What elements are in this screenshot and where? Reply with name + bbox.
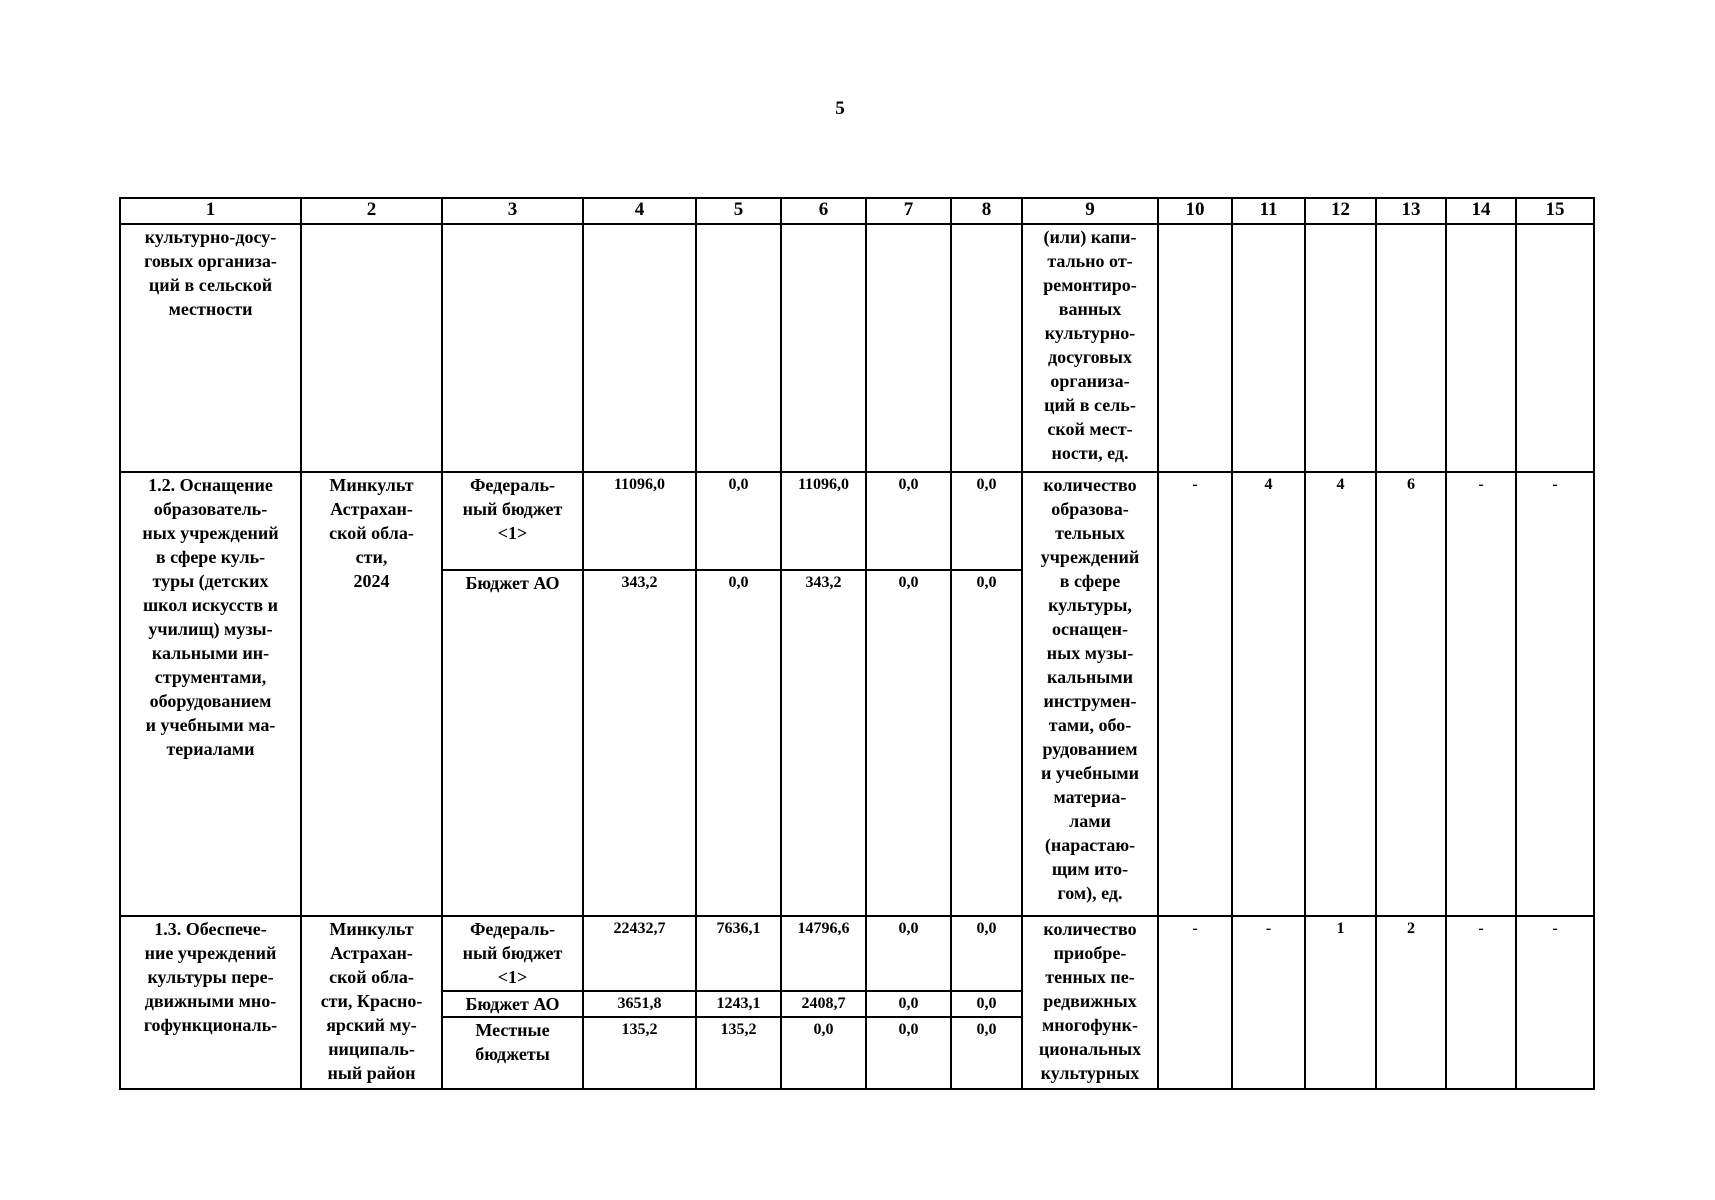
target-cell bbox=[1158, 224, 1232, 472]
indicator-cell: (или) капи- тально от- ремонтиро- ванных культурно- досуговых организа- ций в сель- ской мест- ности, ед. bbox=[1022, 224, 1158, 472]
value-cell bbox=[583, 224, 696, 472]
value-cell: 0,0 bbox=[866, 472, 951, 570]
header-col-5: 5 bbox=[696, 198, 781, 224]
value-cell: 7636,1 bbox=[696, 916, 781, 991]
target-cell: 4 bbox=[1232, 472, 1305, 916]
value-cell: 0,0 bbox=[781, 1017, 866, 1089]
header-col-14: 14 bbox=[1446, 198, 1516, 224]
target-cell: - bbox=[1516, 916, 1594, 1089]
value-cell: 3651,8 bbox=[583, 991, 696, 1017]
target-cell bbox=[1376, 224, 1446, 472]
value-cell: 14796,6 bbox=[781, 916, 866, 991]
source-cell: Бюджет АО bbox=[442, 570, 583, 916]
value-cell: 0,0 bbox=[951, 1017, 1022, 1089]
executor-cell: Минкульт Астрахан- ской обла- сти, Красно- ярский му- ниципаль- ный район bbox=[301, 916, 442, 1089]
value-cell: 0,0 bbox=[696, 472, 781, 570]
source-cell: Федераль- ный бюджет <1> bbox=[442, 916, 583, 991]
header-col-9: 9 bbox=[1022, 198, 1158, 224]
indicator-cell: количество образова- тельных учреждений в сфере культуры, оснащен- ных музы- кальными инструмен- тами, обо- рудованием и учебными материа- лами (нарастаю- щим ито- гом), ед. bbox=[1022, 472, 1158, 916]
value-cell: 22432,7 bbox=[583, 916, 696, 991]
header-col-8: 8 bbox=[951, 198, 1022, 224]
value-cell: 0,0 bbox=[951, 916, 1022, 991]
event-name-cell: 1.3. Обеспече- ние учреждений культуры пере- движными мно- гофункциональ- bbox=[120, 916, 301, 1089]
target-cell: - bbox=[1516, 472, 1594, 916]
source-cell: Федераль- ный бюджет <1> bbox=[442, 472, 583, 570]
value-cell: 0,0 bbox=[866, 991, 951, 1017]
indicator-cell: количество приобре- тенных пе- редвижных многофунк- циональных культурных bbox=[1022, 916, 1158, 1089]
value-cell bbox=[951, 224, 1022, 472]
table-row bbox=[120, 916, 1594, 991]
value-cell: 0,0 bbox=[951, 570, 1022, 916]
table-row bbox=[120, 472, 1594, 570]
value-cell: 135,2 bbox=[583, 1017, 696, 1089]
header-col-6: 6 bbox=[781, 198, 866, 224]
event-name-cell: культурно-досу- говых организа- ций в сельской местности bbox=[120, 224, 301, 472]
target-cell: - bbox=[1446, 472, 1516, 916]
header-col-11: 11 bbox=[1232, 198, 1305, 224]
value-cell bbox=[866, 224, 951, 472]
value-cell bbox=[781, 224, 866, 472]
header-col-12: 12 bbox=[1305, 198, 1376, 224]
target-cell bbox=[1232, 224, 1305, 472]
header-col-15: 15 bbox=[1516, 198, 1594, 224]
header-row bbox=[120, 198, 1594, 224]
source-cell: Бюджет АО bbox=[442, 991, 583, 1017]
header-col-3: 3 bbox=[442, 198, 583, 224]
target-cell: 2 bbox=[1376, 916, 1446, 1089]
value-cell: 0,0 bbox=[866, 570, 951, 916]
value-cell: 11096,0 bbox=[583, 472, 696, 570]
source-cell bbox=[442, 224, 583, 472]
target-cell: 1 bbox=[1305, 916, 1376, 1089]
source-cell: Местные бюджеты bbox=[442, 1017, 583, 1089]
value-cell bbox=[696, 224, 781, 472]
header-col-2: 2 bbox=[301, 198, 442, 224]
table-row bbox=[120, 224, 1594, 472]
target-cell bbox=[1446, 224, 1516, 472]
value-cell: 0,0 bbox=[696, 570, 781, 916]
header-col-10: 10 bbox=[1158, 198, 1232, 224]
target-cell: - bbox=[1158, 916, 1232, 1089]
program-table bbox=[119, 197, 1595, 1090]
executor-cell: Минкульт Астрахан- ской обла- сти, 2024 bbox=[301, 472, 442, 916]
header-col-13: 13 bbox=[1376, 198, 1446, 224]
value-cell: 343,2 bbox=[781, 570, 866, 916]
value-cell: 2408,7 bbox=[781, 991, 866, 1017]
target-cell: 6 bbox=[1376, 472, 1446, 916]
page-number: 5 bbox=[835, 98, 845, 119]
event-name-cell: 1.2. Оснащение образователь- ных учреждений в сфере куль- туры (детских школ искусств и училищ) музы- кальными ин- струментами, оборудованием и учебными ма- териалами bbox=[120, 472, 301, 916]
target-cell: - bbox=[1158, 472, 1232, 916]
target-cell: 4 bbox=[1305, 472, 1376, 916]
header-col-4: 4 bbox=[583, 198, 696, 224]
target-cell: - bbox=[1232, 916, 1305, 1089]
header-col-1: 1 bbox=[120, 198, 301, 224]
value-cell: 0,0 bbox=[951, 472, 1022, 570]
target-cell bbox=[1305, 224, 1376, 472]
value-cell: 135,2 bbox=[696, 1017, 781, 1089]
executor-cell bbox=[301, 224, 442, 472]
target-cell: - bbox=[1446, 916, 1516, 1089]
value-cell: 0,0 bbox=[866, 1017, 951, 1089]
value-cell: 11096,0 bbox=[781, 472, 866, 570]
value-cell: 1243,1 bbox=[696, 991, 781, 1017]
target-cell bbox=[1516, 224, 1594, 472]
value-cell: 343,2 bbox=[583, 570, 696, 916]
header-col-7: 7 bbox=[866, 198, 951, 224]
value-cell: 0,0 bbox=[866, 916, 951, 991]
value-cell: 0,0 bbox=[951, 991, 1022, 1017]
